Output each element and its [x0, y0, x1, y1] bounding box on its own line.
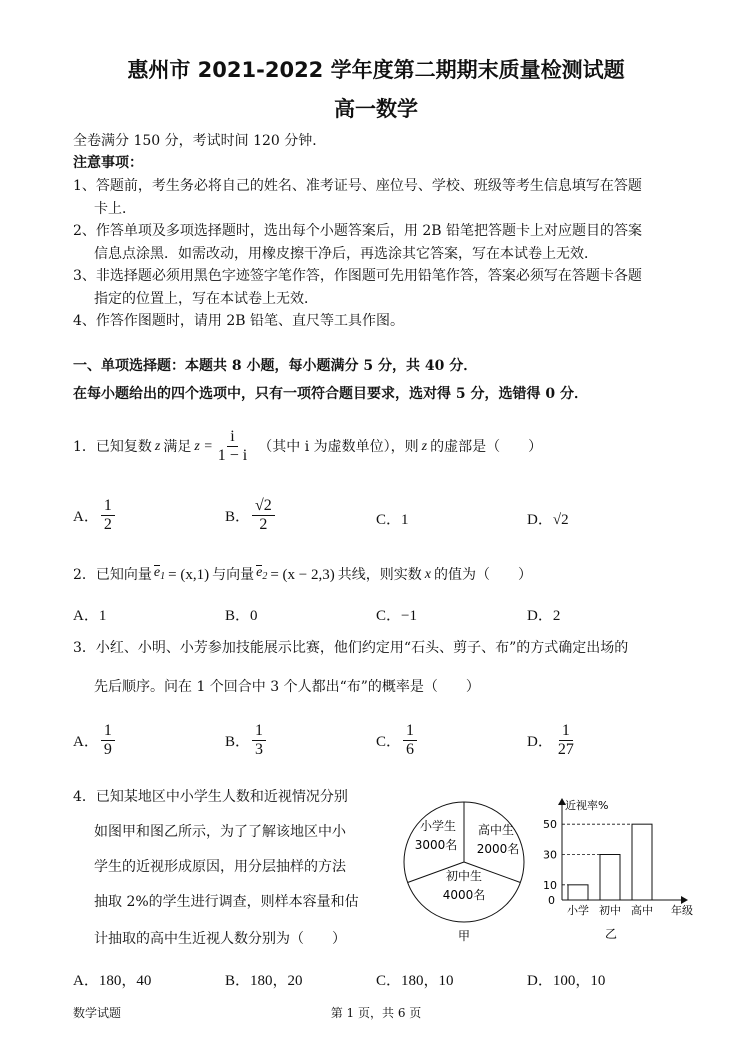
q3-option-a-frac: $\frac{1}{9}$ [101, 722, 115, 759]
bar-category-label: 初中 [599, 904, 621, 917]
q1-option-c-text: 1 [401, 512, 409, 528]
q4-line4: 抽取 2%的学生进行调查，则样本容量和估 [94, 894, 359, 910]
q2-e1-value: = (x,1) [168, 567, 210, 583]
q2-var-x: x [424, 567, 431, 582]
footer-page: 第 1 页，共 6 页 [330, 1006, 422, 1020]
q3-option-d [527, 722, 579, 759]
bar-ylabel: 近视率% [565, 799, 609, 812]
q1-suffix-b: 的虚部是（ ） [430, 438, 543, 455]
question-1 [73, 428, 542, 465]
q4-option-a: A．180，40 [73, 973, 152, 989]
q1-frac-num: i [227, 428, 237, 447]
q2-suffix-b: 的值为（ ） [433, 567, 532, 583]
q1-option-d-label: D． [527, 512, 553, 528]
q3-option-a-label: A． [73, 734, 99, 750]
q3-line2: 先后顺序。问在 1 个回合中 3 个人都出“布”的概率是（ ） [94, 679, 480, 695]
note-1-line1: 1、答题前，考生务必将自己的姓名、准考证号、座位号、学校、班级等考生信息填写在答题 [73, 178, 642, 194]
bar-category-label: 小学 [567, 904, 589, 917]
exam-subtitle: 高一数学 [334, 97, 418, 121]
footer-left: 数学试题 [73, 1006, 122, 1020]
bar-y-tick-label: 10 [543, 878, 557, 892]
q1-option-b-label: B． [225, 509, 251, 525]
pie-count-primary: 3000名 [414, 838, 458, 852]
q4-option-c: C．180，10 [376, 973, 454, 989]
q3-option-c [376, 722, 419, 759]
note-2-line2: 信息点涂黑．如需改动，用橡皮擦干净后，再选涂其它答案，写在本试卷上无效． [94, 246, 598, 262]
bar-mark [632, 824, 652, 900]
q3-option-d-label: D． [527, 734, 553, 750]
q1-option-a-den: 2 [103, 516, 112, 533]
q1-frac-den: 1 − i [217, 447, 248, 464]
q1-prefix: 1．已知复数 [73, 438, 152, 455]
bar-y-tick-label: 50 [543, 818, 557, 832]
q4-line5: 计抽取的高中生近视人数分别为（ ） [94, 931, 346, 947]
pie-count-high: 2000名 [476, 842, 520, 856]
q1-option-c [376, 508, 409, 529]
q4-line3: 学生的近视形成原因，用分层抽样的方法 [94, 859, 346, 875]
q2-vector-e2: $e_2$ [256, 565, 268, 582]
q4-option-d: D．100，10 [527, 973, 606, 989]
q3-line1: 3．小红、小明、小芳参加技能展示比赛，他们约定用“石头、剪子、布”的方式确定出场的 [73, 640, 629, 656]
q1-lhs: z = [194, 438, 213, 454]
q4-option-b: B．180，20 [225, 973, 303, 989]
q1-option-b [225, 497, 277, 534]
q1-option-a-label: A． [73, 509, 99, 525]
exam-title: 惠州市 2021-2022 学年度第二期期末质量检测试题 [127, 58, 625, 82]
q1-option-b-frac [252, 497, 275, 534]
q2-option-a: A．1 [73, 608, 107, 624]
note-3-line2: 指定的位置上，写在本试卷上无效． [94, 291, 318, 307]
bar-mark [568, 885, 588, 900]
pie-label-primary: 小学生 [419, 819, 457, 833]
pie-label-middle: 初中生 [445, 869, 483, 883]
q1-satisfy: 满足 [163, 438, 192, 455]
bar-category-label: 高中 [631, 904, 653, 917]
score-line: 全卷满分 150 分，考试时间 120 分钟． [73, 133, 327, 149]
q3-option-c-label: C． [376, 734, 402, 750]
note-3-line1: 3、非选择题必须用黑色字迹签字笔作答，作图题可先用铅笔作答，答案必须写在答题卡各题 [73, 268, 642, 284]
q1-option-a [73, 497, 117, 534]
question-2 [73, 563, 532, 587]
bar-y-tick-label: 30 [543, 848, 557, 862]
q1-option-d-text: √2 [552, 512, 569, 528]
q3-option-c-frac: $\frac{1}{6}$ [403, 722, 417, 759]
note-4-line1: 4、作答作图题时，请用 2B 铅笔、直尺等工具作图。 [73, 313, 405, 329]
q2-mid: 与向量 [212, 567, 255, 583]
pie-caption: 甲 [457, 929, 471, 943]
q1-option-b-num: √2 [252, 497, 275, 516]
note-1-line2: 卡上． [94, 201, 136, 217]
q1-var-z-2: z [421, 438, 428, 454]
q3-option-a [73, 722, 117, 759]
q2-prefix: 2．已知向量 [73, 567, 152, 583]
bar-chart [535, 793, 695, 945]
bar-origin: 0 [548, 894, 555, 907]
q2-vector-e1: $e_1$ [153, 565, 166, 582]
q2-suffix-a: 共线，则实数 [337, 567, 422, 583]
q1-option-c-label: C． [376, 512, 402, 528]
bar-caption: 乙 [604, 927, 618, 941]
q4-line2: 如图甲和图乙所示，为了了解该地区中小 [94, 824, 346, 840]
pie-count-middle: 4000名 [442, 888, 486, 902]
q1-suffix-a: （其中 i 为虚数单位），则 [258, 438, 419, 455]
notice-heading: 注意事项： [73, 155, 143, 171]
q4-line1: 4．已知某地区中小学生人数和近视情况分别 [73, 789, 348, 805]
q1-option-b-den: 2 [259, 516, 268, 533]
q2-option-b: B．0 [225, 608, 258, 624]
q3-option-b-label: B． [225, 734, 251, 750]
q2-option-c: C．−1 [376, 608, 417, 624]
note-2-line1: 2、作答单项及多项选择题时，选出每个小题答案后，用 2B 铅笔把答题卡上对应题目的答案 [73, 223, 643, 239]
bar-mark [600, 855, 620, 901]
q1-option-d [527, 508, 569, 529]
q3-option-b [225, 722, 268, 759]
q1-var-z: z [154, 438, 161, 454]
q1-fraction [215, 428, 250, 465]
section-heading: 一、单项选择题：本题共 8 小题，每小题满分 5 分，共 40 分． [73, 358, 478, 374]
q1-option-a-frac [101, 497, 115, 534]
q3-option-b-frac: $\frac{1}{3}$ [252, 722, 266, 759]
q1-option-a-num: 1 [101, 497, 115, 516]
q3-option-d-frac: $\frac{1}{27}$ [557, 722, 574, 758]
pie-chart [394, 796, 534, 946]
pie-label-high: 高中生 [477, 823, 515, 837]
section-instruction: 在每小题给出的四个选项中，只有一项符合题目要求，选对得 5 分，选错得 0 分． [73, 386, 588, 402]
q2-option-d: D．2 [527, 608, 561, 624]
bar-xlabel: 年级 [671, 904, 693, 917]
q2-e2-value: = (x − 2,3) [270, 567, 335, 583]
